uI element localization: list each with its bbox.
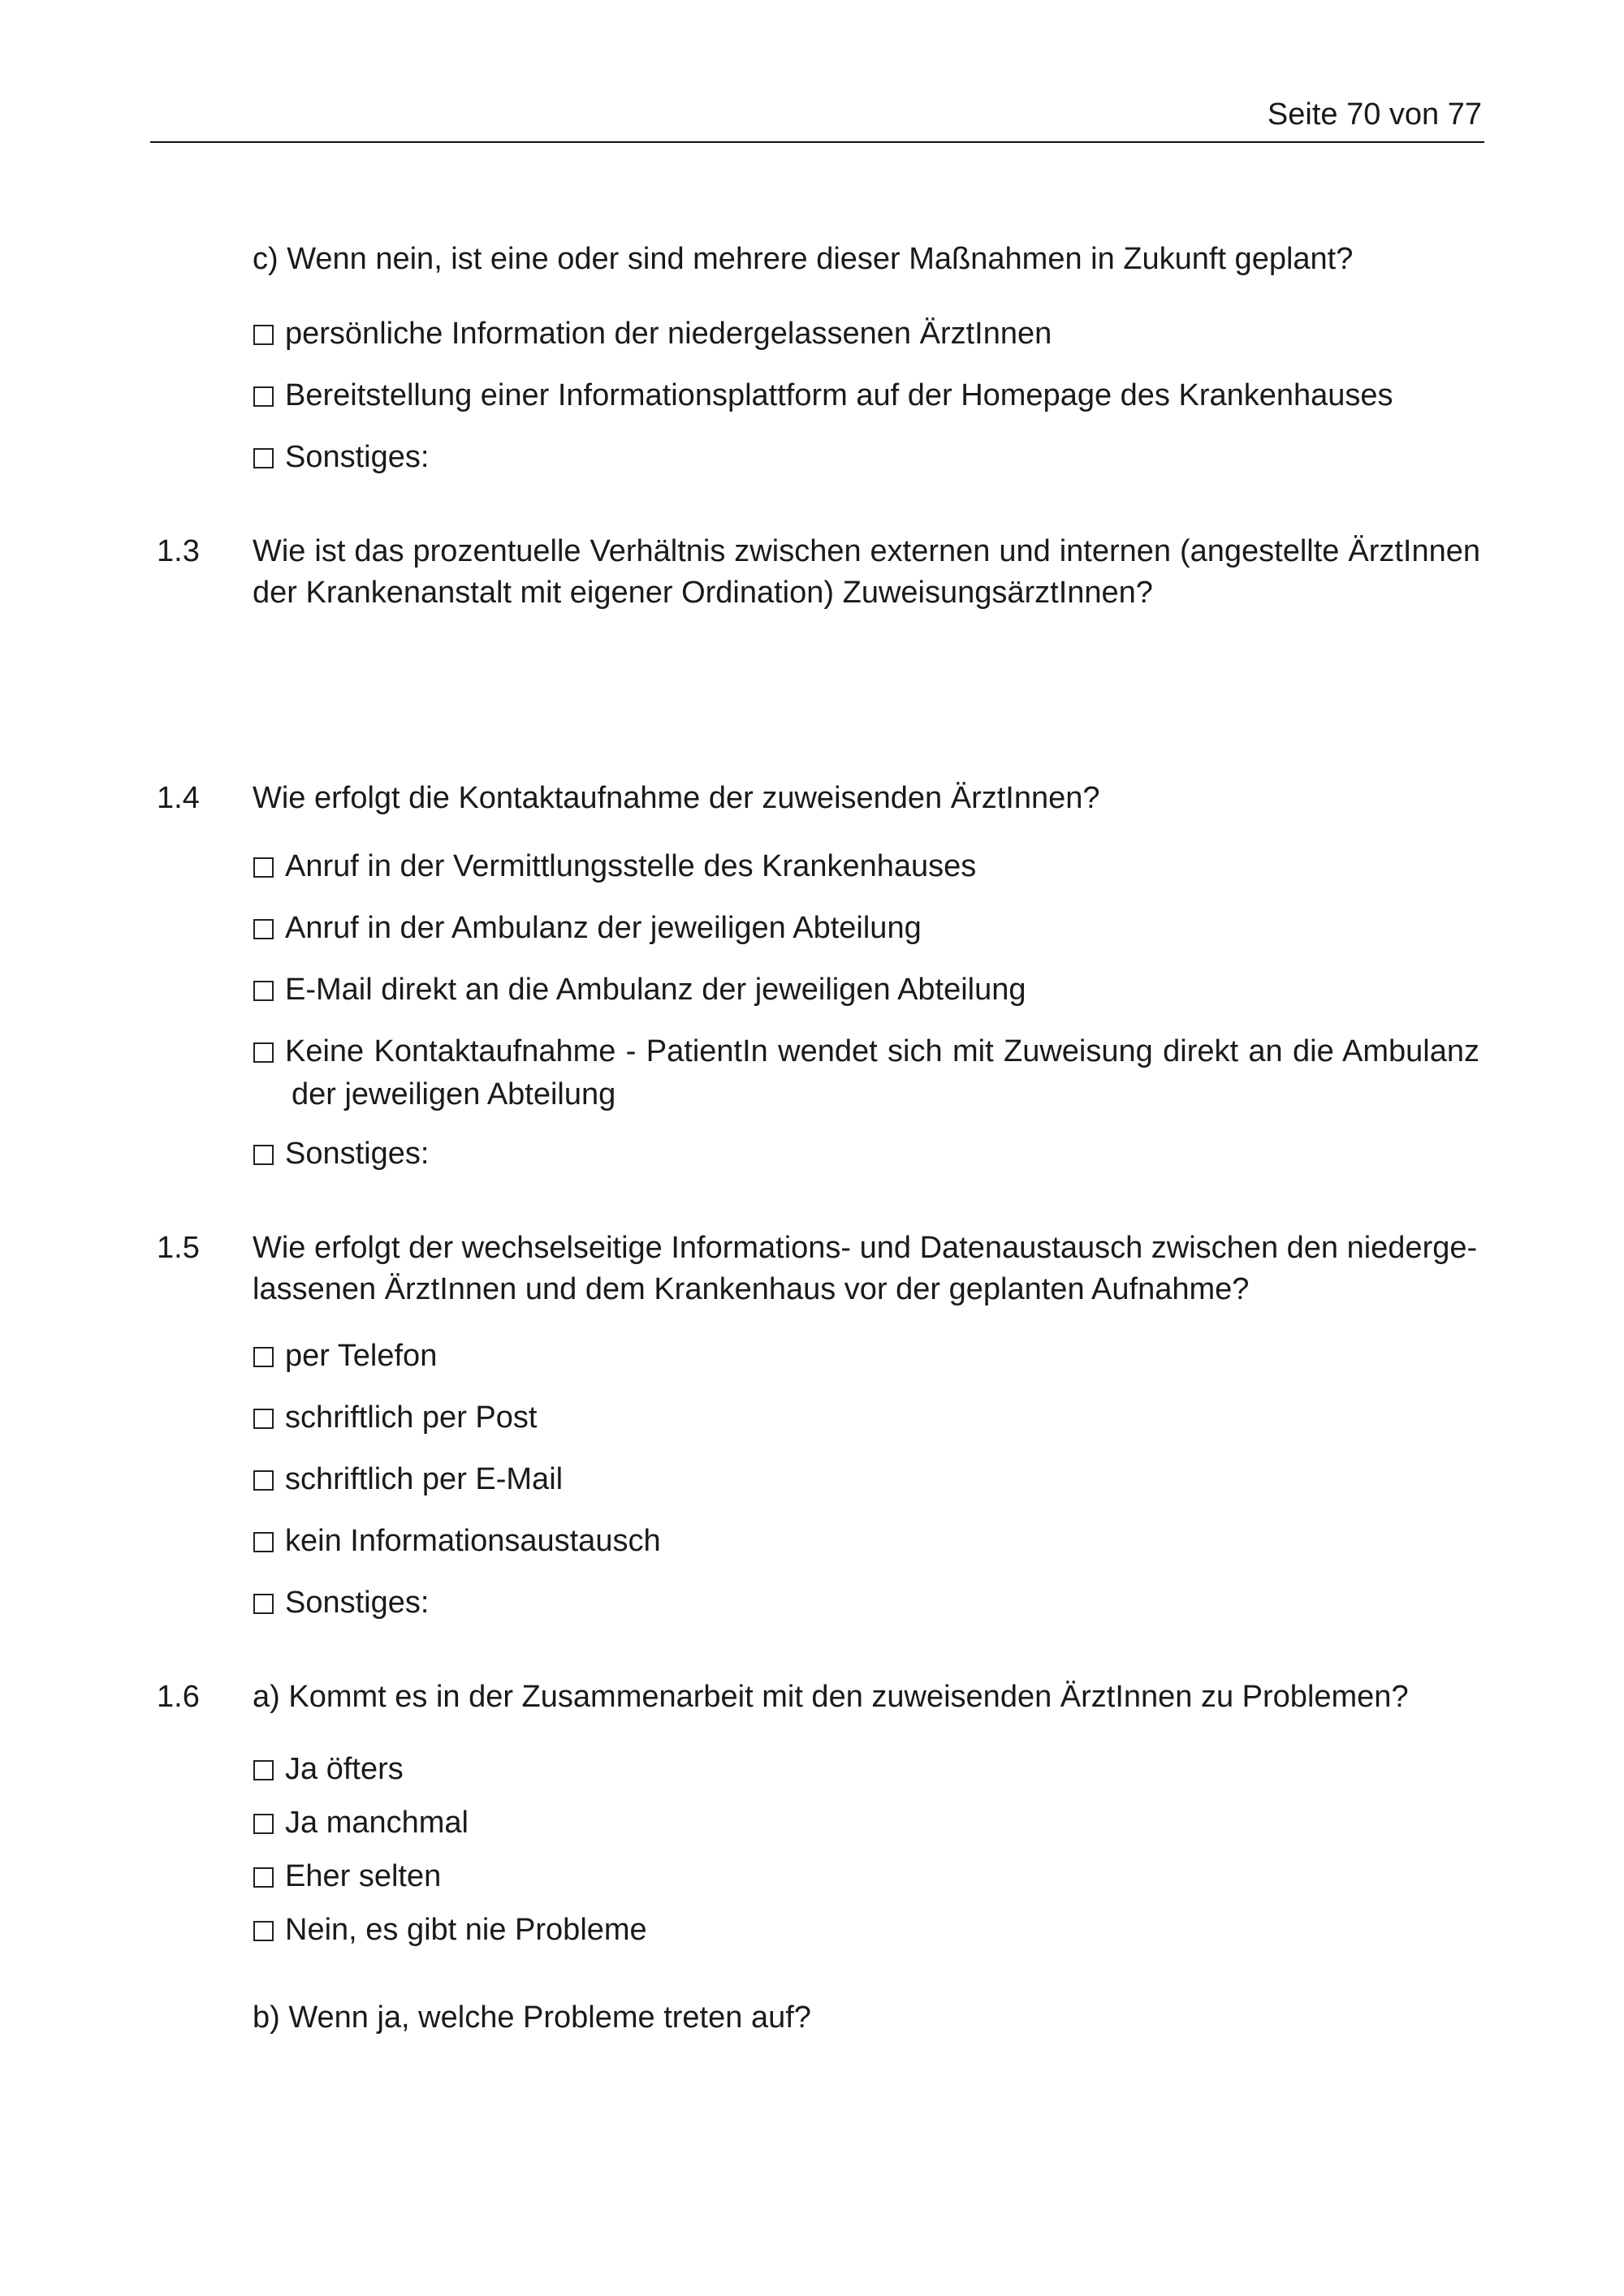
question-1-5-line1: Wie erfolgt der wechselseitige Informations- und Datenaustausch zwischen den niederge- [253,1231,1478,1265]
checkbox-option[interactable] [253,969,1026,1011]
checkbox-option[interactable] [253,1335,437,1377]
option-label: Sonstiges: [285,1137,430,1171]
header-divider [150,141,1484,143]
option-label: Sonstiges: [285,1586,430,1620]
question-1-5-line2: lassenen ÄrztInnen und dem Krankenhaus vor der geplanten Aufnahme? [253,1272,1250,1306]
checkbox-icon[interactable] [253,919,274,939]
question-1-2-c: c) Wenn nein, ist eine oder sind mehrere dieser Maßnahmen in Zukunft geplant? [253,242,1354,276]
checkbox-icon[interactable] [253,448,274,468]
question-1-6-a: a) Kommt es in der Zusammenarbeit mit den zuweisenden ÄrztInnen zu Problemen? [253,1680,1409,1714]
option-label: Ja manchmal [285,1806,469,1840]
checkbox-option[interactable] [253,1396,537,1439]
checkbox-option[interactable] [253,845,976,887]
checkbox-icon[interactable] [253,1145,274,1165]
checkbox-icon[interactable] [253,1594,274,1614]
question-number: 1.6 [157,1680,200,1714]
question-number: 1.3 [157,534,200,568]
checkbox-icon[interactable] [253,1814,274,1834]
checkbox-option[interactable] [253,1855,441,1897]
checkbox-icon[interactable] [253,857,274,878]
checkbox-icon[interactable] [253,1347,274,1367]
option-label: persönliche Information der niedergelassenen ÄrztInnen [285,317,1052,351]
option-label: Eher selten [285,1859,442,1893]
option-label: Anruf in der Ambulanz der jeweiligen Abteilung [285,911,922,945]
checkbox-option[interactable] [253,1030,1479,1072]
question-number: 1.5 [157,1231,200,1265]
option-label: Bereitstellung einer Informationsplattform auf der Homepage des Krankenhauses [285,378,1393,412]
checkbox-option[interactable] [253,1520,661,1562]
checkbox-option[interactable] [253,1458,563,1500]
question-1-3-line1: Wie ist das prozentuelle Verhältnis zwischen externen und internen (angestellte ÄrztInnen [253,534,1480,568]
checkbox-option[interactable] [253,374,1393,416]
question-1-6-b: b) Wenn ja, welche Probleme treten auf? [253,2000,811,2035]
checkbox-option[interactable] [253,436,429,478]
option-label: kein Informationsaustausch [285,1524,661,1558]
checkbox-option[interactable] [253,1748,404,1790]
checkbox-option[interactable] [253,1582,429,1624]
option-label: schriftlich per E-Mail [285,1462,564,1496]
checkbox-icon[interactable] [253,1760,274,1780]
checkbox-option[interactable] [253,1909,647,1951]
checkbox-icon[interactable] [253,1921,274,1941]
option-label: Nein, es gibt nie Probleme [285,1913,647,1947]
option-label: Keine Kontaktaufnahme - PatientIn wendet sich mit Zuweisung direkt an die Ambulanz [285,1034,1479,1068]
question-1-4: Wie erfolgt die Kontaktaufnahme der zuweisenden ÄrztInnen? [253,781,1100,815]
option-label: E-Mail direkt an die Ambulanz der jeweiligen Abteilung [285,973,1026,1007]
checkbox-icon[interactable] [253,981,274,1001]
checkbox-option[interactable] [253,907,922,949]
checkbox-icon[interactable] [253,1409,274,1429]
checkbox-icon[interactable] [253,386,274,407]
option-label: per Telefon [285,1339,438,1373]
option-label-continued: der jeweiligen Abteilung [292,1077,616,1111]
page-number: Seite 70 von 77 [1267,97,1482,132]
checkbox-option[interactable] [253,1802,469,1844]
option-label: schriftlich per Post [285,1400,538,1435]
option-label: Sonstiges: [285,440,430,474]
checkbox-option[interactable] [253,1133,429,1175]
checkbox-icon[interactable] [253,1532,274,1552]
option-label: Ja öfters [285,1752,404,1786]
checkbox-icon[interactable] [253,1470,274,1491]
option-label: Anruf in der Vermittlungsstelle des Krankenhauses [285,849,977,883]
checkbox-icon[interactable] [253,325,274,345]
question-1-3-line2: der Krankenanstalt mit eigener Ordination) ZuweisungsärztInnen? [253,576,1153,610]
checkbox-option[interactable] [253,313,1052,355]
checkbox-icon[interactable] [253,1867,274,1888]
question-number: 1.4 [157,781,200,815]
checkbox-icon[interactable] [253,1042,274,1063]
